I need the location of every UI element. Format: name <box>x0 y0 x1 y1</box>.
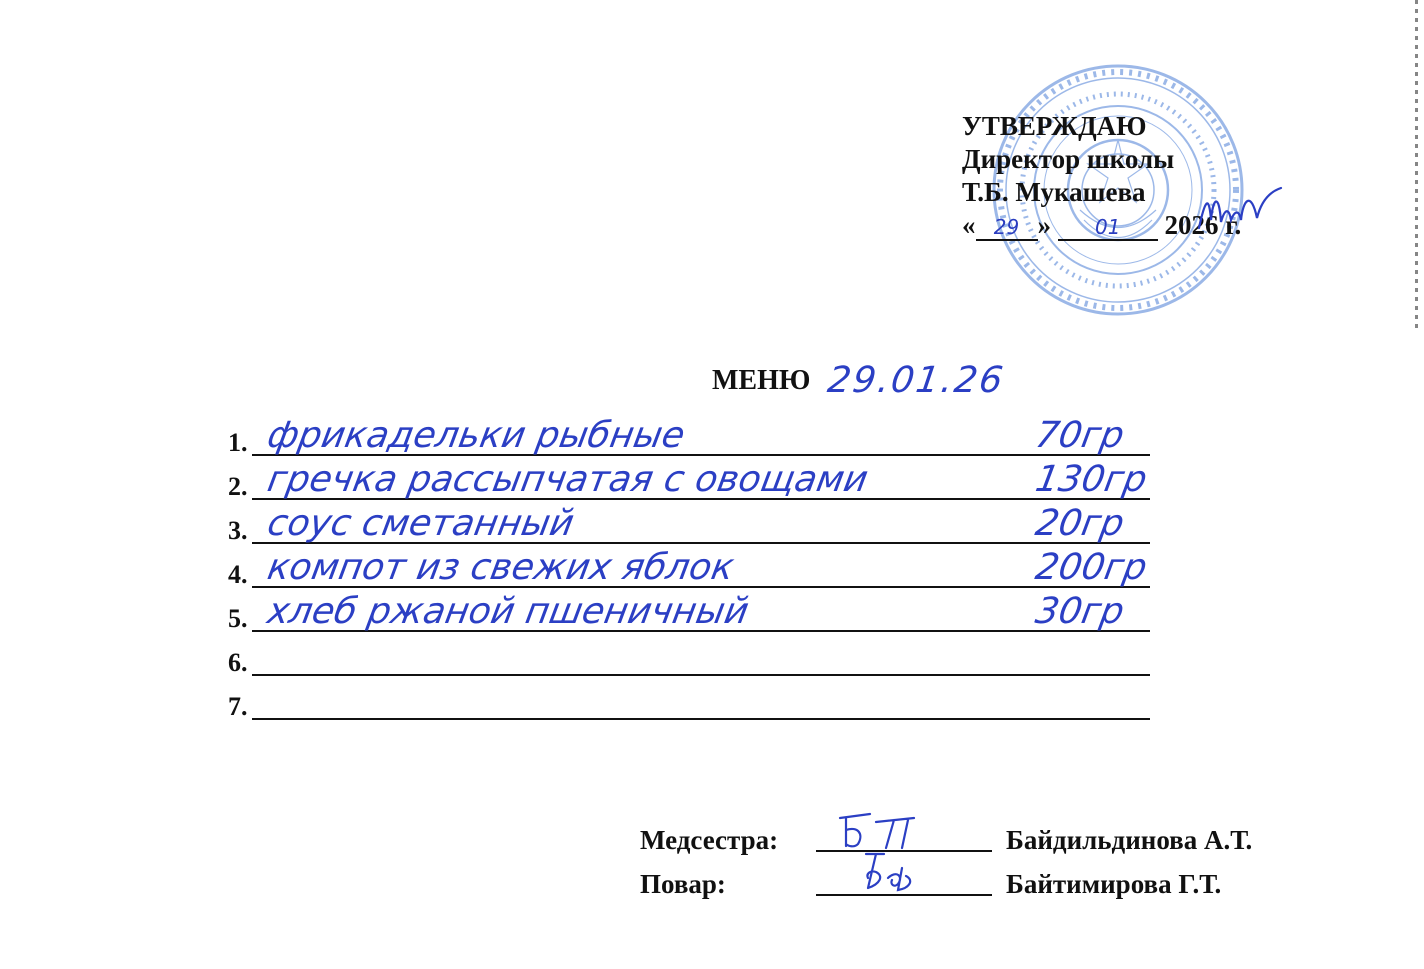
menu-item-dish: хлеб ржаной пшеничный <box>264 591 752 632</box>
menu-item-dish: фрикадельки рыбные <box>264 415 688 456</box>
director-signature <box>1195 180 1285 240</box>
menu-item-number: 1. <box>228 428 248 457</box>
menu-item-portion: 70гр <box>1032 415 1128 456</box>
menu-item-dish: соус сметанный <box>264 503 578 544</box>
nurse-signature <box>836 804 936 854</box>
menu-item <box>228 632 1150 676</box>
cook-role: Повар: <box>640 869 726 899</box>
menu-item-portion: 130гр <box>1032 459 1151 500</box>
menu-item <box>228 456 1150 500</box>
menu-item-number: 2. <box>228 472 248 501</box>
nurse-role: Медсестра: <box>640 825 779 855</box>
menu-item-portion: 30гр <box>1032 591 1128 632</box>
date-year: 2026 г. <box>1164 210 1242 240</box>
menu-item-number: 3. <box>228 516 248 545</box>
menu-title: МЕНЮ <box>712 364 811 396</box>
menu-item-number: 5. <box>228 604 248 633</box>
date-month: 01 <box>1058 215 1158 241</box>
menu-date: 29.01.26 <box>825 360 1008 401</box>
menu-item <box>228 500 1150 544</box>
menu-item-dish: гречка рассыпчатая с овощами <box>264 459 872 500</box>
scan-edge-mark <box>1415 0 1418 330</box>
cook-name: Байтимирова Г.Т. <box>1006 869 1222 899</box>
menu-item <box>228 544 1150 588</box>
approval-name: Т.Б. Мукашева <box>962 177 1146 207</box>
nurse-name: Байдильдинова А.Т. <box>1006 825 1253 855</box>
menu-item <box>228 412 1150 456</box>
menu-item <box>228 676 1150 720</box>
menu-item-portion: 20гр <box>1032 503 1128 544</box>
menu-item-number: 7. <box>228 692 248 721</box>
date-day: 29 <box>976 215 1038 241</box>
date-mid-quote: » <box>1037 210 1051 240</box>
menu-item <box>228 588 1150 632</box>
menu-item-line <box>252 718 1150 720</box>
cook-signature <box>836 848 936 898</box>
menu-item-number: 4. <box>228 560 248 589</box>
approval-heading: УТВЕРЖДАЮ <box>962 111 1147 141</box>
menu-item-number: 6. <box>228 648 248 677</box>
menu-item-dish: компот из свежих яблок <box>264 547 737 588</box>
menu-title-row <box>712 360 1008 401</box>
menu-list <box>228 412 1150 720</box>
approval-position: Директор школы <box>962 144 1175 174</box>
menu-item-portion: 200гр <box>1032 547 1151 588</box>
date-open-quote: « <box>962 210 976 240</box>
